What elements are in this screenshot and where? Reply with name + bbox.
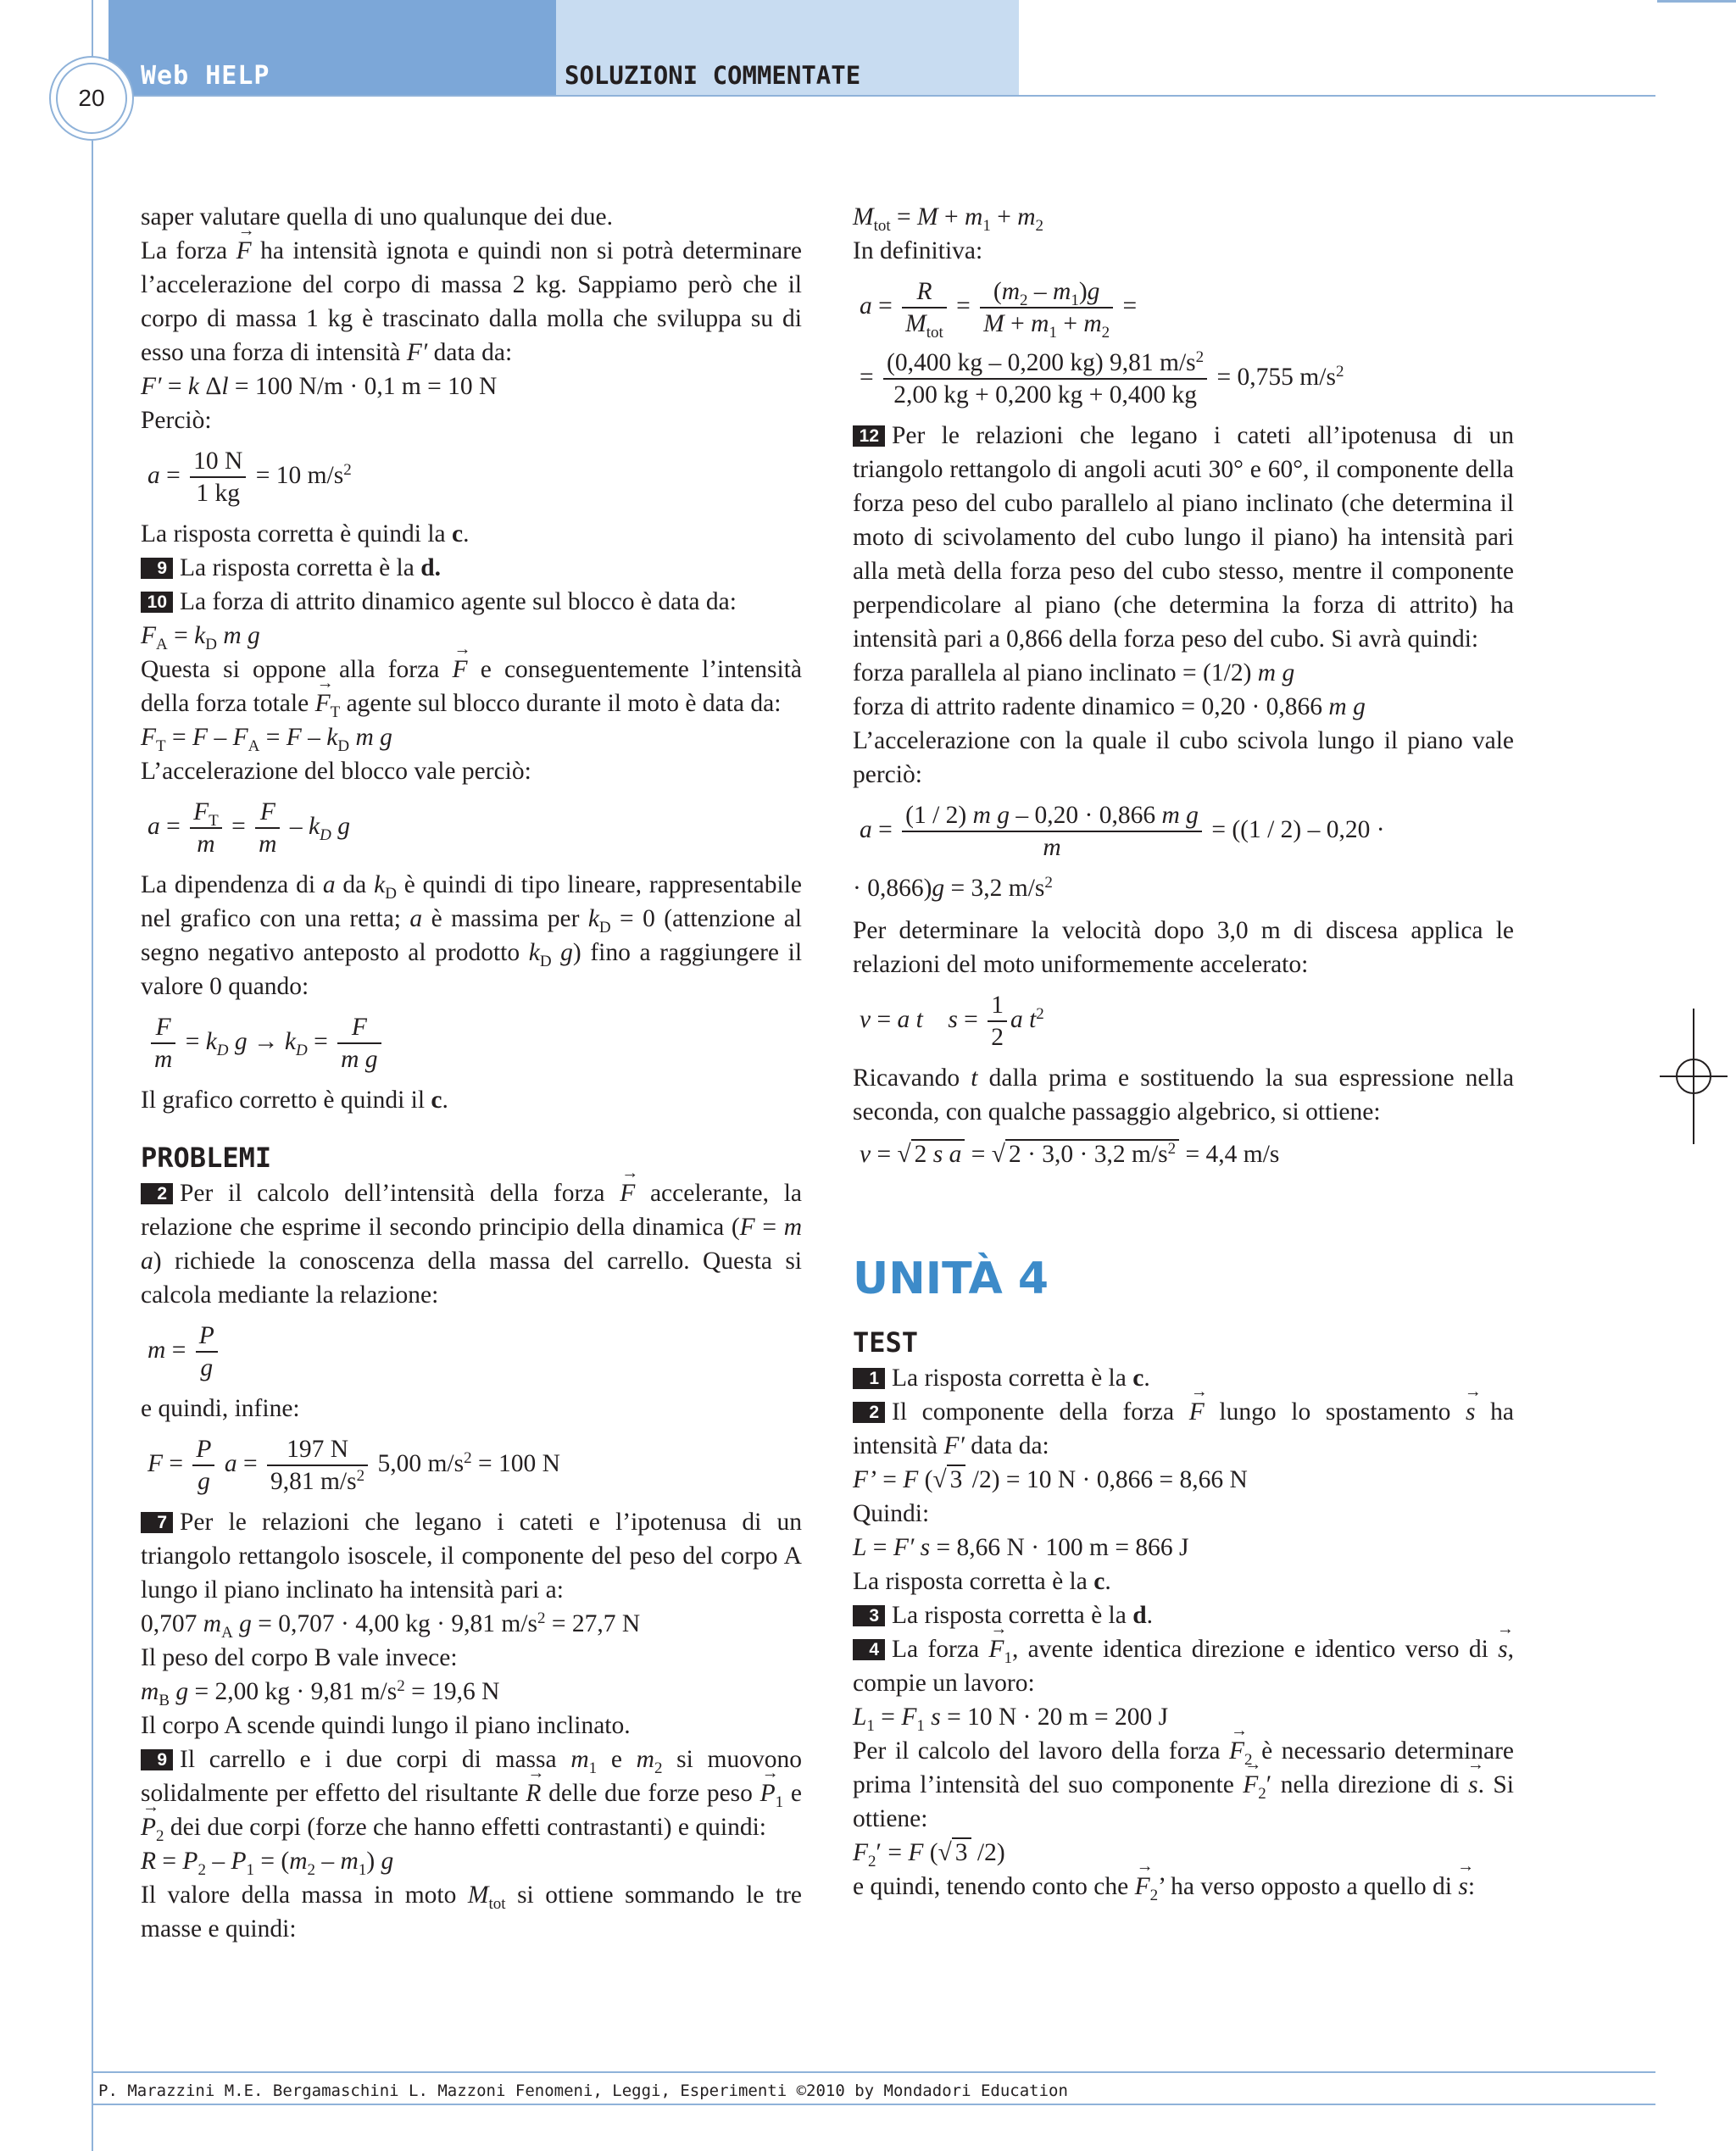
equation: F′ = k Δl = 100 N/m · 0,1 m = 10 N [141, 373, 498, 400]
paragraph: La forza → F ha intensità ignota e quindi non si potrà determinare l’accelerazione del corpo di massa 2 kg. Sappiamo però che il corpo di massa 1 kg è trascinato dalla molla che sviluppa su di esso una forza di intensità F′ data da: [141, 234, 802, 370]
answer-item: 9 Il carrello e i due corpi di massa $m_1$ e $m_2$ si muovono solidalmente per effetto del risultante → R delle due forze peso → $P_1$ $e \to P_2$ dei due corpi (forze che hanno effetti contrastanti) e quindi: [141, 1742, 802, 1844]
question-number: 2 [853, 1402, 885, 1423]
equation: = $\frac{(0,400 kg - 0,200 kg) 9,81 m/s^2}{2,00 kg + 0,200 kg + 0,400 kg}$ = 0,755 $m/s^2$ [860, 348, 1344, 409]
question-number: 7 [141, 1512, 173, 1533]
paragraph: L’accelerazione del blocco vale perciò: [141, 758, 531, 785]
equation: · 0,866)g = 3,2 $m/s^2$ [853, 874, 1053, 902]
equation: 0,707 $m_A$ g = 0,707 · 4,00 kg · 9,81 $m/s^2 = 27,7$ N [141, 1609, 641, 1642]
equation: m = $\frac{P}{g}$ [147, 1320, 802, 1383]
answer-item: 9 La risposta corretta è la d. [141, 551, 802, 585]
equation: a = $\frac{R}{M_{tot}}$ = $\frac{(m_2 - m_1)g}{M + m_1 + m_2}$ = [860, 278, 1138, 342]
question-number: 3 [853, 1605, 885, 1626]
section-title: SOLUZIONI COMMENTATE [565, 61, 861, 90]
section-label: Web HELP [141, 61, 270, 91]
equation: $M_{tot} = M + m_1 + m_2$ [853, 203, 1044, 235]
equation: $\frac{F}{m}$ = $k_D$ $g \to k_D$ = $\frac{F}{\text{m g}}$ [147, 1012, 802, 1075]
equation: $R = P_2 - P_1 = (m_2 - m_1)$ g [141, 1848, 394, 1879]
paragraph: La dipendenza di a da $k_D$ è quindi di tipo lineare, rappresentabile nel grafico con una retta; a è massima per $k_D = 0$ (attenzione al segno negativo anteposto al prodotto $k_D$ g) fino a raggiungere il valore 0 quando: [141, 871, 803, 1000]
equation: a = $\frac{10 N}{1 kg}$ = 10 $m/s^2$ [147, 447, 352, 507]
equation: $F_A = k_D$ m g [141, 622, 260, 653]
left-column [141, 200, 802, 1946]
paragraph: Questa si oppone alla forza → F e conseguentemente l’intensità della forza totale → $F_T$ agente sul blocco durante il moto è data da: [141, 653, 802, 720]
section-heading: PROBLEMI [141, 1142, 272, 1174]
answer-item: 12 Per le relazioni che legano i cateti all’ipotenusa di un triangolo rettangolo di angoli acuti 30° e 60°, il componente della forza peso del cubo parallelo al piano inclinato (che determina il moto di scivolamento del cubo lungo il piano) ha intensità pari alla metà della forza peso del cubo stesso, mentre il componente perpendicolare al piano (che determina la forza di attrito) ha intensità pari a 0,866 della forza peso del cubo. Si avrà quindi: [853, 422, 1514, 653]
equation: a = $\frac{\text{(1 / 2) m g – 0,20 · 0,866 m g}}{m}$ = ((1 / 2) – 0,20 · [860, 802, 1385, 861]
equation: $F_T = F - F_A = F - k_D$ m g [141, 724, 392, 755]
answer-item: 1 La risposta corretta è la c. [853, 1361, 1514, 1395]
equation: L = F′ s = 8,66 N · 100 m = 866 J [853, 1534, 1189, 1561]
answer-item: 2 Il componente della forza → F lungo lo spostamento → s ha intensità F′ data da: [853, 1395, 1514, 1463]
right-column [853, 200, 1514, 1904]
equation: a = $\frac{F_T}{m}$ = $\frac{F}{m}$ – $k_D$ g [147, 798, 350, 858]
paragraph: Il grafico corretto è quindi il c. [141, 1087, 448, 1114]
equation: v = a t s = $\frac{1}{2}$ a $t^2$ [860, 992, 1044, 1051]
answer-item: 4 La forza → $F_1$, avente identica direzione e identico verso di → s, compie un lavoro: [853, 1632, 1514, 1700]
equation: $F_2' = F$ (√ 3 /2) [853, 1839, 1005, 1870]
answer-item: 3 La risposta corretta è la d. [853, 1598, 1514, 1632]
footer-credit: P. Marazzini M.E. Bergamaschini L. Mazzoni Fenomeni, Leggi, Esperimenti ©2010 by Mondadori Education [98, 2082, 1068, 2100]
page-number: 20 [56, 63, 127, 134]
paragraph: saper valutare quella di uno qualunque dei due. [141, 203, 614, 231]
question-number: 9 [141, 558, 173, 579]
paragraph: La risposta corretta è la c. [853, 1568, 1111, 1595]
question-number: 12 [853, 425, 885, 447]
answer-item: 7 Per le relazioni che legano i cateti e l’ipotenusa di un triangolo rettangolo isoscele, il componente del peso del corpo A lungo il piano inclinato ha intensità pari a: [141, 1509, 802, 1604]
question-number: 1 [853, 1368, 885, 1389]
equation: F = $\frac{P}{g}$ a = $\frac{197 N}{9,81 m/s^2}$ 5,00 $m/s^2 = 100$ N [147, 1436, 560, 1495]
paragraph: e quindi, tenendo conto che → $F_2$’ ha verso opposto a quello di → s: [853, 1870, 1514, 1904]
question-number: 9 [141, 1749, 173, 1770]
equation: F’ = F (√ 3 /2) = 10 N · 0,866 = 8,66 N [853, 1466, 1248, 1493]
paragraph: forza di attrito radente dinamico = 0,20 · 0,866 m g [853, 693, 1366, 720]
question-number: 2 [141, 1183, 173, 1204]
equation: $m_B$ g = 2,00 kg · 9,81 $m/s^2 = 19,6$ N [141, 1677, 500, 1709]
paragraph: Quindi: [853, 1500, 930, 1527]
question-number: 10 [141, 592, 173, 613]
question-number: 4 [853, 1639, 885, 1660]
equation: $L_1 = F_1$ s = 10 N · 20 m = 200 J [853, 1704, 1169, 1735]
unit-title: UNITÀ 4 [853, 1253, 1049, 1304]
paragraph: Il valore della massa in moto $M_{tot}$ si ottiene sommando le tre masse e quindi: [141, 1881, 802, 1943]
answer-item: 10 La forza di attrito dinamico agente sul blocco è data da: [141, 585, 802, 619]
section-heading: TEST [853, 1326, 919, 1359]
equation: v = √ 2 s a = √ 2 · 3,0 · 3,2 $m/s^2 = 4,4$ m/s [860, 1140, 1280, 1168]
paragraph: Perciò: [141, 407, 212, 434]
footer-rule [92, 2071, 1655, 2073]
header-rule [92, 95, 1655, 97]
answer-item: 2 Per il calcolo dell’intensità della forza → F accelerante, la relazione che esprime il secondo principio della dinamica (F = m a) richiede la conoscenza della massa del carrello. Questa si calcola mediante la relazione: [141, 1176, 802, 1312]
registration-mark-icon [1660, 1009, 1728, 1144]
paragraph: Per il calcolo del lavoro della forza → $F_2$ è necessario determinare prima l’intensità del suo componente → $F_2'$ nella direzione di → s. Si ottiene: [853, 1734, 1514, 1836]
paragraph: In definitiva: [853, 237, 983, 264]
paragraph: La risposta corretta è quindi la c. [141, 520, 470, 547]
paragraph: Il corpo A scende quindi lungo il piano inclinato. [141, 1712, 631, 1739]
paragraph: Il peso del corpo B vale invece: [141, 1644, 458, 1671]
margin-rule [92, 0, 93, 2151]
paragraph: forza parallela al piano inclinato = (1/2) m g [853, 659, 1295, 686]
paragraph: L’accelerazione con la quale il cubo scivola lungo il piano vale perciò: [853, 727, 1514, 788]
paragraph: Per determinare la velocità dopo 3,0 m di discesa applica le relazioni del moto uniformemente accelerato: [853, 917, 1514, 978]
paragraph: e quindi, infine: [141, 1395, 300, 1422]
paragraph: Ricavando t dalla prima e sostituendo la sua espressione nella seconda, con qualche passaggio algebrico, si ottiene: [853, 1064, 1515, 1126]
footer-rule [92, 2104, 1655, 2105]
crop-mark [1657, 0, 1736, 3]
